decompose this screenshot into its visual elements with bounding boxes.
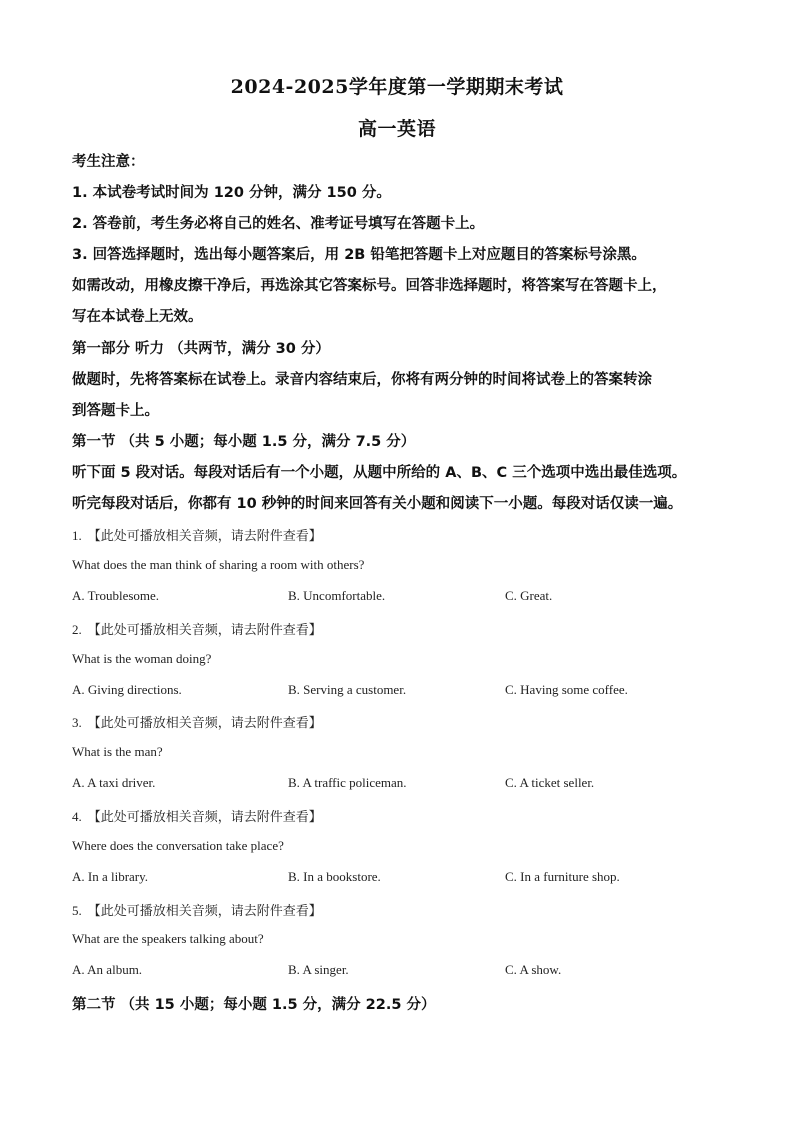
exam-title: 2024-2025学年度第一学期期末考试: [230, 76, 564, 98]
audio-placeholder[interactable]: [72, 806, 322, 825]
option-a: A. In a library.: [72, 869, 149, 884]
section-heading: 第一节 （共 5 小题；每小题 1.5 分，满分 7.5 分）: [72, 434, 416, 450]
notice-item: 1. 本试卷考试时间为 120 分钟，满分 150 分。: [72, 185, 391, 201]
audio-placeholder[interactable]: [72, 525, 322, 544]
notice-item: 写在本试卷上无效。: [72, 309, 203, 325]
option-a: A. Giving directions.: [72, 682, 182, 697]
option-c: C. In a furniture shop.: [505, 869, 620, 884]
section-instruction: 听完每段对话后，你都有 10 秒钟的时间来回答有关小题和阅读下一小题。每段对话仅读一遍。: [72, 496, 683, 512]
question-number: 2.: [72, 622, 82, 637]
question-number: 3.: [72, 715, 82, 730]
section-heading: 第二节 （共 15 小题；每小题 1.5 分，满分 22.5 分）: [72, 997, 436, 1013]
audio-link: 【此处可播放相关音频，请去附件查看】: [87, 528, 322, 543]
option-c: C. A show.: [505, 962, 562, 977]
part-instruction: 做题时，先将答案标在试卷上。录音内容结束后，你将有两分钟的时间将试卷上的答案转涂: [72, 372, 652, 388]
notice-item: 如需改动，用橡皮擦干净后，再选涂其它答案标号。回答非选择题时，将答案写在答题卡上，: [72, 278, 667, 294]
option-a: A. A taxi driver.: [72, 775, 156, 790]
exam-subject: 高一英语: [357, 118, 436, 140]
notice-item: 2. 答卷前，考生务必将自己的姓名、准考证号填写在答题卡上。: [72, 216, 485, 232]
question-number: 5.: [72, 903, 82, 918]
option-c: C. Having some coffee.: [505, 682, 628, 697]
audio-link: 【此处可播放相关音频，请去附件查看】: [87, 715, 322, 730]
option-c: C. Great.: [505, 588, 553, 603]
audio-link: 【此处可播放相关音频，请去附件查看】: [87, 622, 322, 637]
option-c: C. A ticket seller.: [505, 775, 595, 790]
audio-placeholder[interactable]: [72, 900, 322, 919]
question-text: What is the woman doing?: [72, 651, 212, 666]
notice-item: 3. 回答选择题时，选出每小题答案后，用 2B 铅笔把答题卡上对应题目的答案标号涂黑。: [72, 247, 646, 263]
audio-placeholder[interactable]: [72, 712, 322, 731]
notice-heading: 考生注意：: [72, 154, 145, 170]
option-b: B. Serving a customer.: [288, 682, 407, 697]
section-instruction: 听下面 5 段对话。每段对话后有一个小题，从题中所给的 A、B、C 三个选项中选出最佳选项。: [72, 465, 687, 481]
option-a: A. Troublesome.: [72, 588, 160, 603]
question-text: What is the man?: [72, 744, 163, 759]
part-heading: 第一部分 听力 （共两节，满分 30 分）: [72, 341, 330, 357]
audio-link: 【此处可播放相关音频，请去附件查看】: [87, 809, 322, 824]
question-text: What are the speakers talking about?: [72, 931, 264, 946]
option-a: A. An album.: [72, 962, 143, 977]
question-text: Where does the conversation take place?: [72, 838, 284, 853]
question-number: 1.: [72, 528, 82, 543]
part-instruction: 到答题卡上。: [72, 403, 159, 419]
option-b: B. A singer.: [288, 962, 349, 977]
question-number: 4.: [72, 809, 82, 824]
option-b: B. A traffic policeman.: [288, 775, 407, 790]
question-text: What does the man think of sharing a room with others?: [72, 557, 365, 572]
audio-placeholder[interactable]: [72, 619, 322, 638]
option-b: B. Uncomfortable.: [288, 588, 386, 603]
audio-link: 【此处可播放相关音频，请去附件查看】: [87, 903, 322, 918]
option-b: B. In a bookstore.: [288, 869, 381, 884]
